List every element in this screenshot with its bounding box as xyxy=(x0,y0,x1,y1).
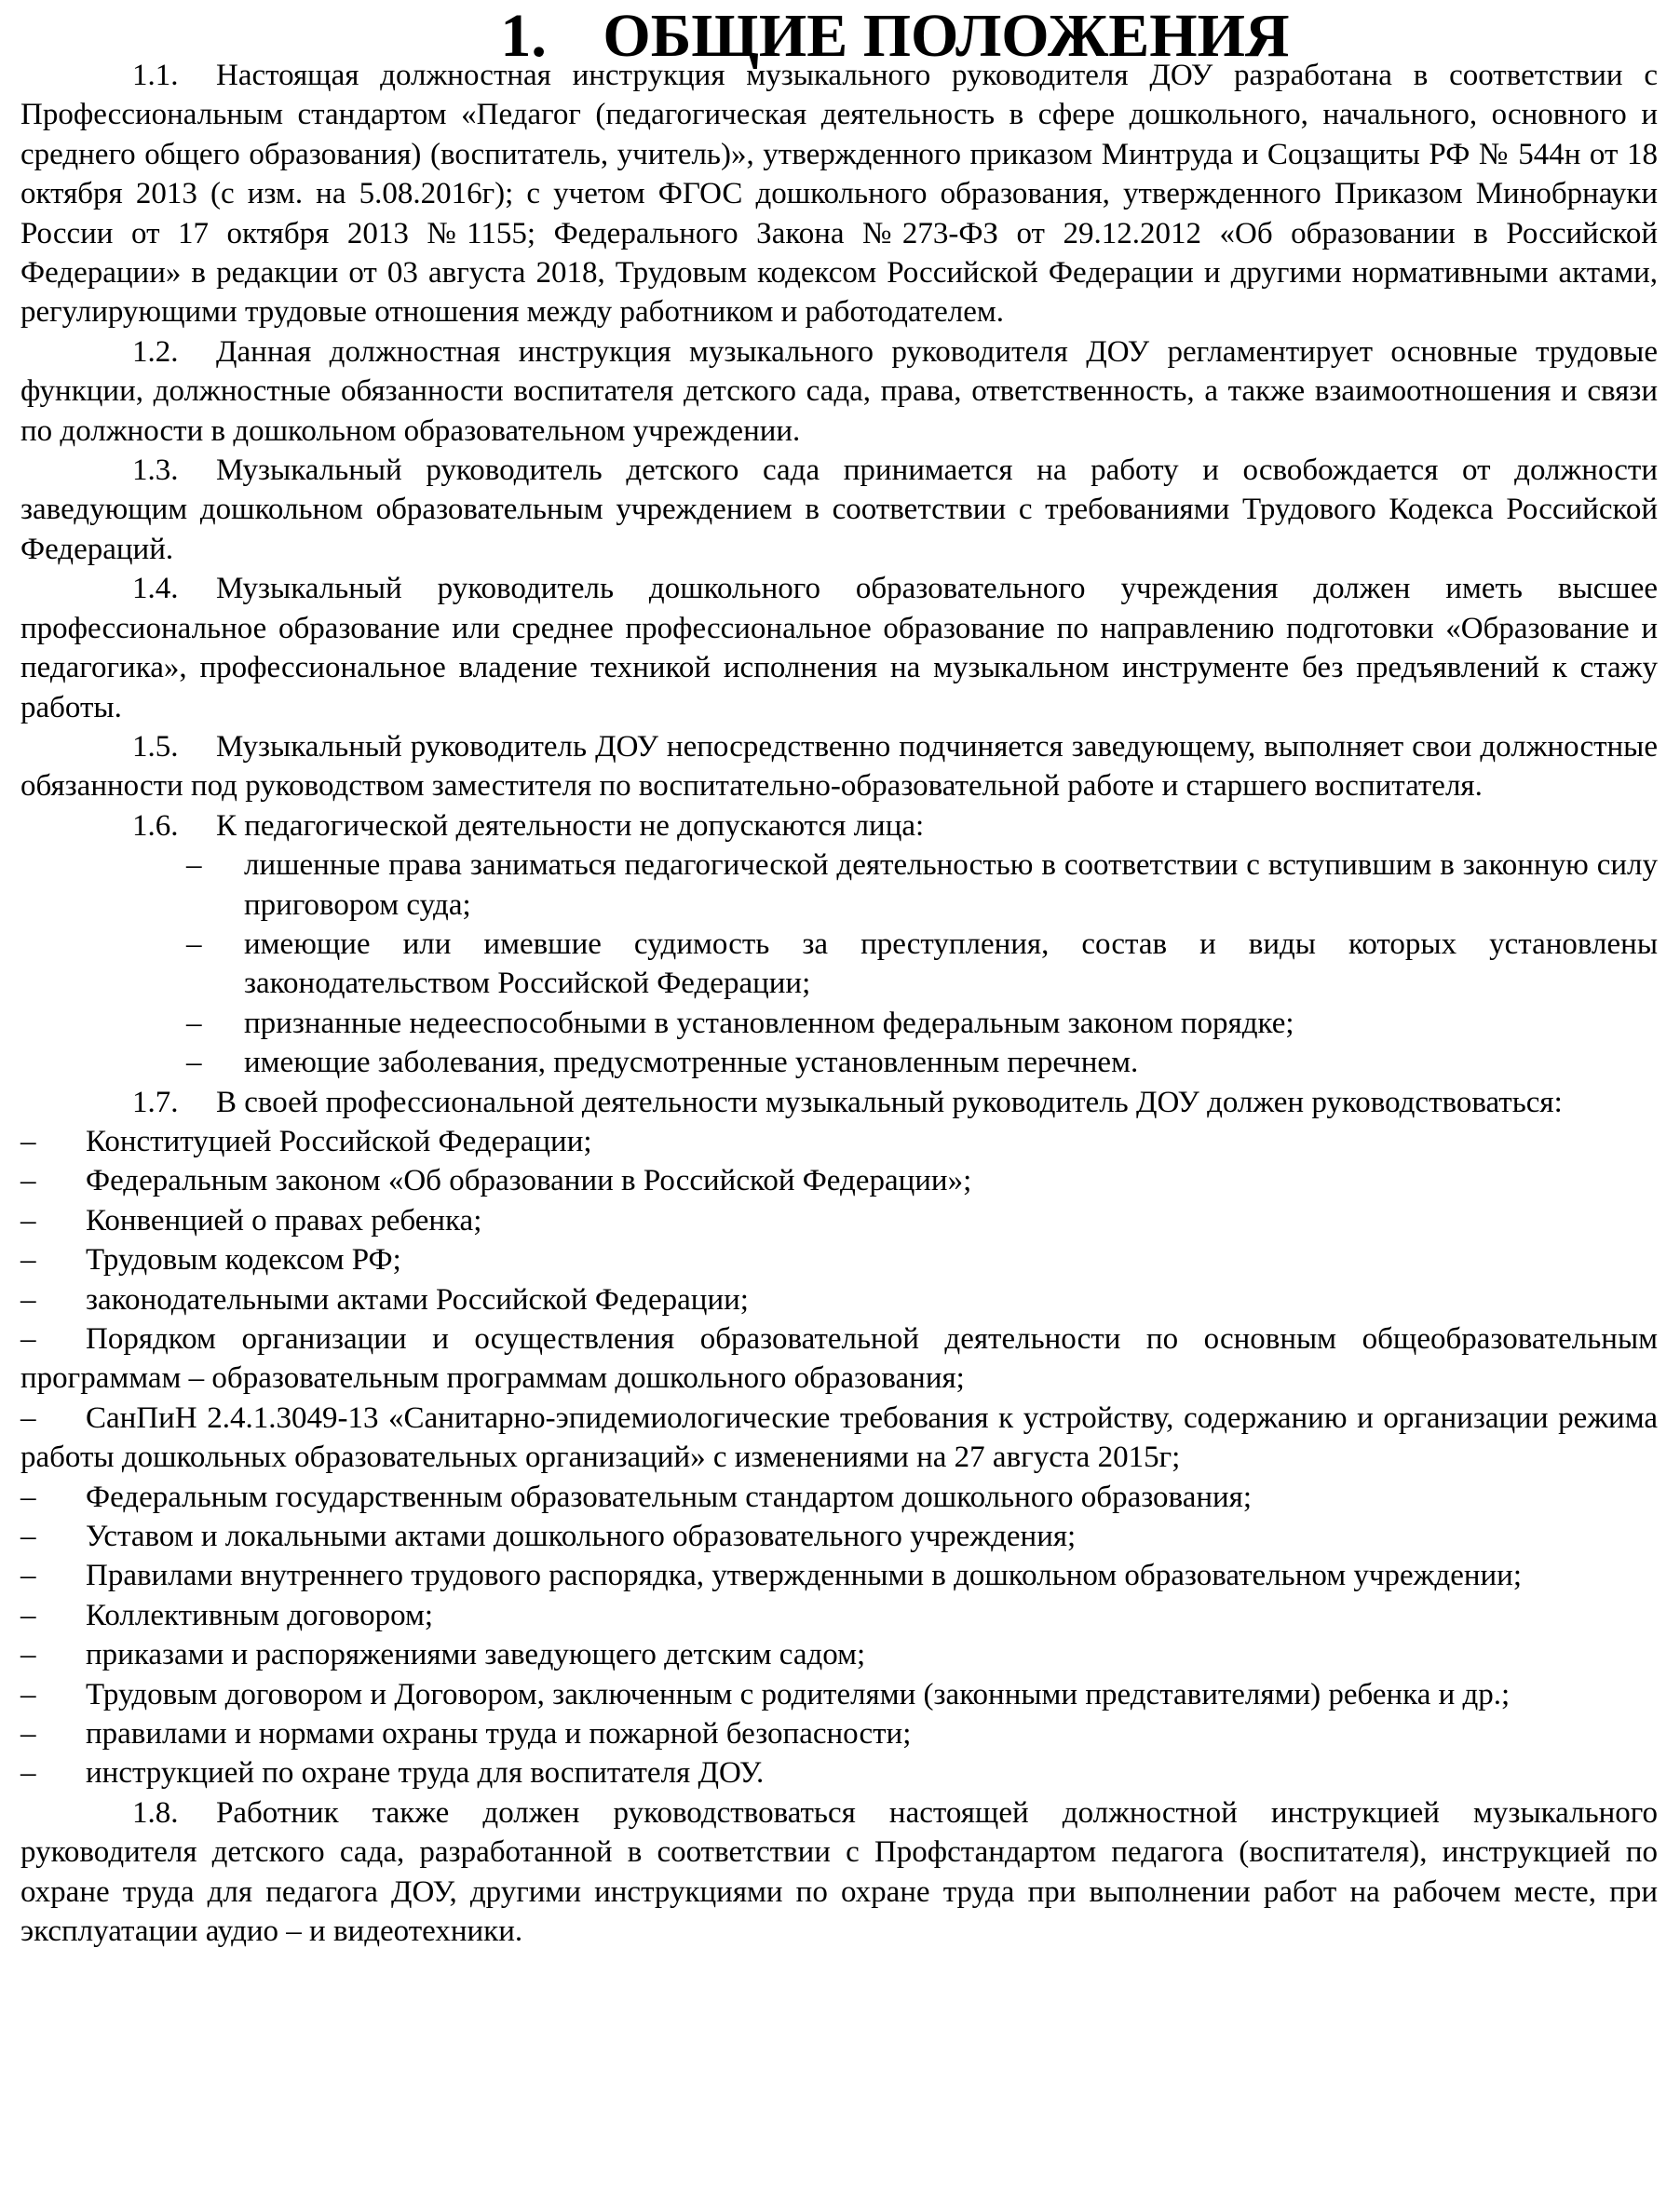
paragraph-number: 1.3. xyxy=(132,453,179,488)
list-item-text: Уставом и локальными актами дошкольного образовательного учреждения; xyxy=(86,1520,1077,1554)
list-item xyxy=(20,925,1658,1004)
paragraph-1-6 xyxy=(20,806,1658,845)
list-item-text: Конституцией Российской Федерации; xyxy=(86,1124,592,1158)
dash-marker: – xyxy=(20,1282,36,1317)
dash-marker: – xyxy=(186,1006,202,1040)
paragraph-text: В своей профессиональной деятельности музыкальный руководитель ДОУ должен руководствоваться: xyxy=(216,1085,1563,1119)
paragraph-1-8 xyxy=(20,1793,1658,1952)
paragraph-1-1 xyxy=(20,56,1658,332)
list-item-text: Трудовым договором и Договором, заключенным с родителями (законными представителями) ребенка и др.; xyxy=(86,1677,1511,1711)
list-item xyxy=(20,1161,1658,1200)
dash-marker: – xyxy=(186,927,202,961)
paragraph-text: К педагогической деятельности не допускаются лица: xyxy=(216,808,925,843)
dash-marker: – xyxy=(20,1559,36,1593)
list-item xyxy=(20,1004,1658,1043)
list-item-text: Правилами внутреннего трудового распорядка, утвержденными в дошкольном образовательном учреждении; xyxy=(86,1559,1523,1593)
list-item-text: Федеральным государственным образовательным стандартом дошкольного образования; xyxy=(86,1480,1253,1514)
dash-marker: – xyxy=(20,1400,36,1435)
list-item xyxy=(20,1399,1658,1478)
list-item-text: лишенные права заниматься педагогической деятельностью в соответствии с вступившим в законную силу приговором суда; xyxy=(244,848,1658,922)
list-item-text: Трудовым кодексом РФ; xyxy=(86,1243,401,1278)
list-item-text: приказами и распоряжениями заведующего детским садом; xyxy=(86,1638,866,1672)
section-title: ОБЩИЕ ПОЛОЖЕНИЯ xyxy=(603,2,1290,70)
list-item xyxy=(20,1240,1658,1279)
list-item-text: Федеральным законом «Об образовании в Российской Федерации»; xyxy=(86,1164,972,1198)
list-item-text: правилами и нормами охраны труда и пожарной безопасности; xyxy=(86,1717,912,1752)
paragraph-text: Музыкальный руководитель детского сада принимается на работу и освобождается от должности заведующим дошкольном образовательным учреждением в соответствии с требованиями Трудового Кодекса Российской Федераций. xyxy=(20,453,1658,566)
dash-marker: – xyxy=(20,1717,36,1752)
list-item xyxy=(20,1043,1658,1082)
list-item xyxy=(20,1635,1658,1674)
dash-marker: – xyxy=(20,1164,36,1198)
dash-marker: – xyxy=(20,1520,36,1554)
list-item xyxy=(20,1556,1658,1595)
paragraph-1-4 xyxy=(20,569,1658,727)
list-item xyxy=(20,1714,1658,1753)
list-item xyxy=(20,1517,1658,1556)
paragraph-number: 1.8. xyxy=(132,1795,179,1830)
list-item-text: имеющие или имевшие судимость за преступления, состав и виды которых установлены законодательством Российской Федерации; xyxy=(244,927,1658,1001)
list-item xyxy=(20,1596,1658,1635)
list-item xyxy=(20,1753,1658,1792)
paragraph-text: Настоящая должностная инструкция музыкального руководителя ДОУ разработана в соответствии с Профессиональным стандартом «Педагог (педагогическая деятельность в сфере дошкольного, начального, основного и среднего общего образования) (воспитатель, учитель)», утвержденного приказом Минтруда и Соцзащиты РФ № 544н от 18 октября 2013 (с изм. на 5.08.2016г); с учетом ФГОС дошкольного образования, утвержденного Приказом Минобрнауки России от 17 октября 2013 №1155; Федерального Закона №273-ФЗ от 29.12.2012 «Об образовании в Российской Федерации» в редакции от 03 августа 2018, Трудовым кодексом Российской Федерации и другими нормативными актами, регулирующими трудовые отношения между работником и работодателем. xyxy=(20,59,1658,330)
dash-marker: – xyxy=(20,1638,36,1672)
paragraph-1-3 xyxy=(20,451,1658,569)
list-item xyxy=(20,1319,1658,1399)
dash-marker: – xyxy=(186,1046,202,1080)
paragraph-number: 1.5. xyxy=(132,729,179,764)
paragraph-number: 1.6. xyxy=(132,808,179,843)
dash-marker: – xyxy=(20,1203,36,1238)
list-item-text: признанные недееспособными в установленном федеральным законом порядке; xyxy=(244,1006,1294,1040)
dash-marker: – xyxy=(20,1598,36,1632)
list-item xyxy=(20,845,1658,925)
list-item xyxy=(20,1280,1658,1319)
list-item xyxy=(20,1201,1658,1240)
paragraph-1-7 xyxy=(20,1083,1658,1122)
list-item xyxy=(20,1122,1658,1161)
dash-marker: – xyxy=(20,1677,36,1711)
paragraph-text: Музыкальный руководитель ДОУ непосредственно подчиняется заведующему, выполняет свои должностные обязанности под руководством заместителя по воспитательно-образовательной работе и старшего воспитателя. xyxy=(20,729,1658,804)
paragraph-number: 1.2. xyxy=(132,334,179,369)
list-item-text: СанПиН 2.4.1.3049-13 «Санитарно-эпидемиологические требования к устройству, содержанию и организации режима работы дошкольных образовательных организаций» с изменениями на 27 августа 2015г; xyxy=(20,1400,1658,1475)
dash-marker: – xyxy=(20,1243,36,1278)
exclusions-list xyxy=(20,845,1658,1082)
dash-marker: – xyxy=(20,1322,36,1356)
paragraph-text: Музыкальный руководитель дошкольного образовательного учреждения должен иметь высшее профессиональное образование или среднее профессиональное образование по направлению подготовки «Образование и педагогика», профессиональное владение техникой исполнения на музыкальном инструменте без предъявлений к стажу работы. xyxy=(20,572,1658,724)
paragraph-text: Данная должностная инструкция музыкального руководителя ДОУ регламентирует основные трудовые функции, должностные обязанности воспитателя детского сада, права, ответственность, а также взаимоотношения и связи по должности в дошкольном образовательном учреждении. xyxy=(20,334,1658,448)
paragraph-1-5 xyxy=(20,727,1658,806)
paragraph-text: Работник также должен руководствоваться настоящей должностной инструкцией музыкального руководителя детского сада, разработанной в соответствии с Профстандартом педагога (воспитателя), инструкцией по охране труда для педагога ДОУ, другими инструкциями по охране труда при выполнении работ на рабочем месте, при эксплуатации аудио – и видеотехники. xyxy=(20,1795,1658,1949)
list-item xyxy=(20,1478,1658,1517)
paragraph-number: 1.1. xyxy=(132,59,179,92)
list-item-text: имеющие заболевания, предусмотренные установленным перечнем. xyxy=(244,1046,1139,1080)
guidelines-list xyxy=(20,1122,1658,1793)
section-heading xyxy=(20,2,1658,70)
dash-marker: – xyxy=(20,1124,36,1158)
section-number: 1. xyxy=(500,2,547,70)
dash-marker: – xyxy=(20,1480,36,1514)
list-item-text: законодательными актами Российской Федерации; xyxy=(86,1282,749,1317)
list-item-text: Коллективным договором; xyxy=(86,1598,434,1632)
document-page xyxy=(20,2,1658,1952)
paragraph-number: 1.7. xyxy=(132,1085,179,1119)
paragraph-number: 1.4. xyxy=(132,572,179,606)
list-item-text: инструкцией по охране труда для воспитателя ДОУ. xyxy=(86,1756,765,1791)
list-item xyxy=(20,1675,1658,1714)
paragraph-1-2 xyxy=(20,332,1658,451)
list-item-text: Конвенцией о правах ребенка; xyxy=(86,1203,482,1238)
list-item-text: Порядком организации и осуществления образовательной деятельности по основным общеобразовательным программам – образовательным программам дошкольного образования; xyxy=(20,1322,1658,1396)
dash-marker: – xyxy=(20,1756,36,1791)
dash-marker: – xyxy=(186,848,202,883)
